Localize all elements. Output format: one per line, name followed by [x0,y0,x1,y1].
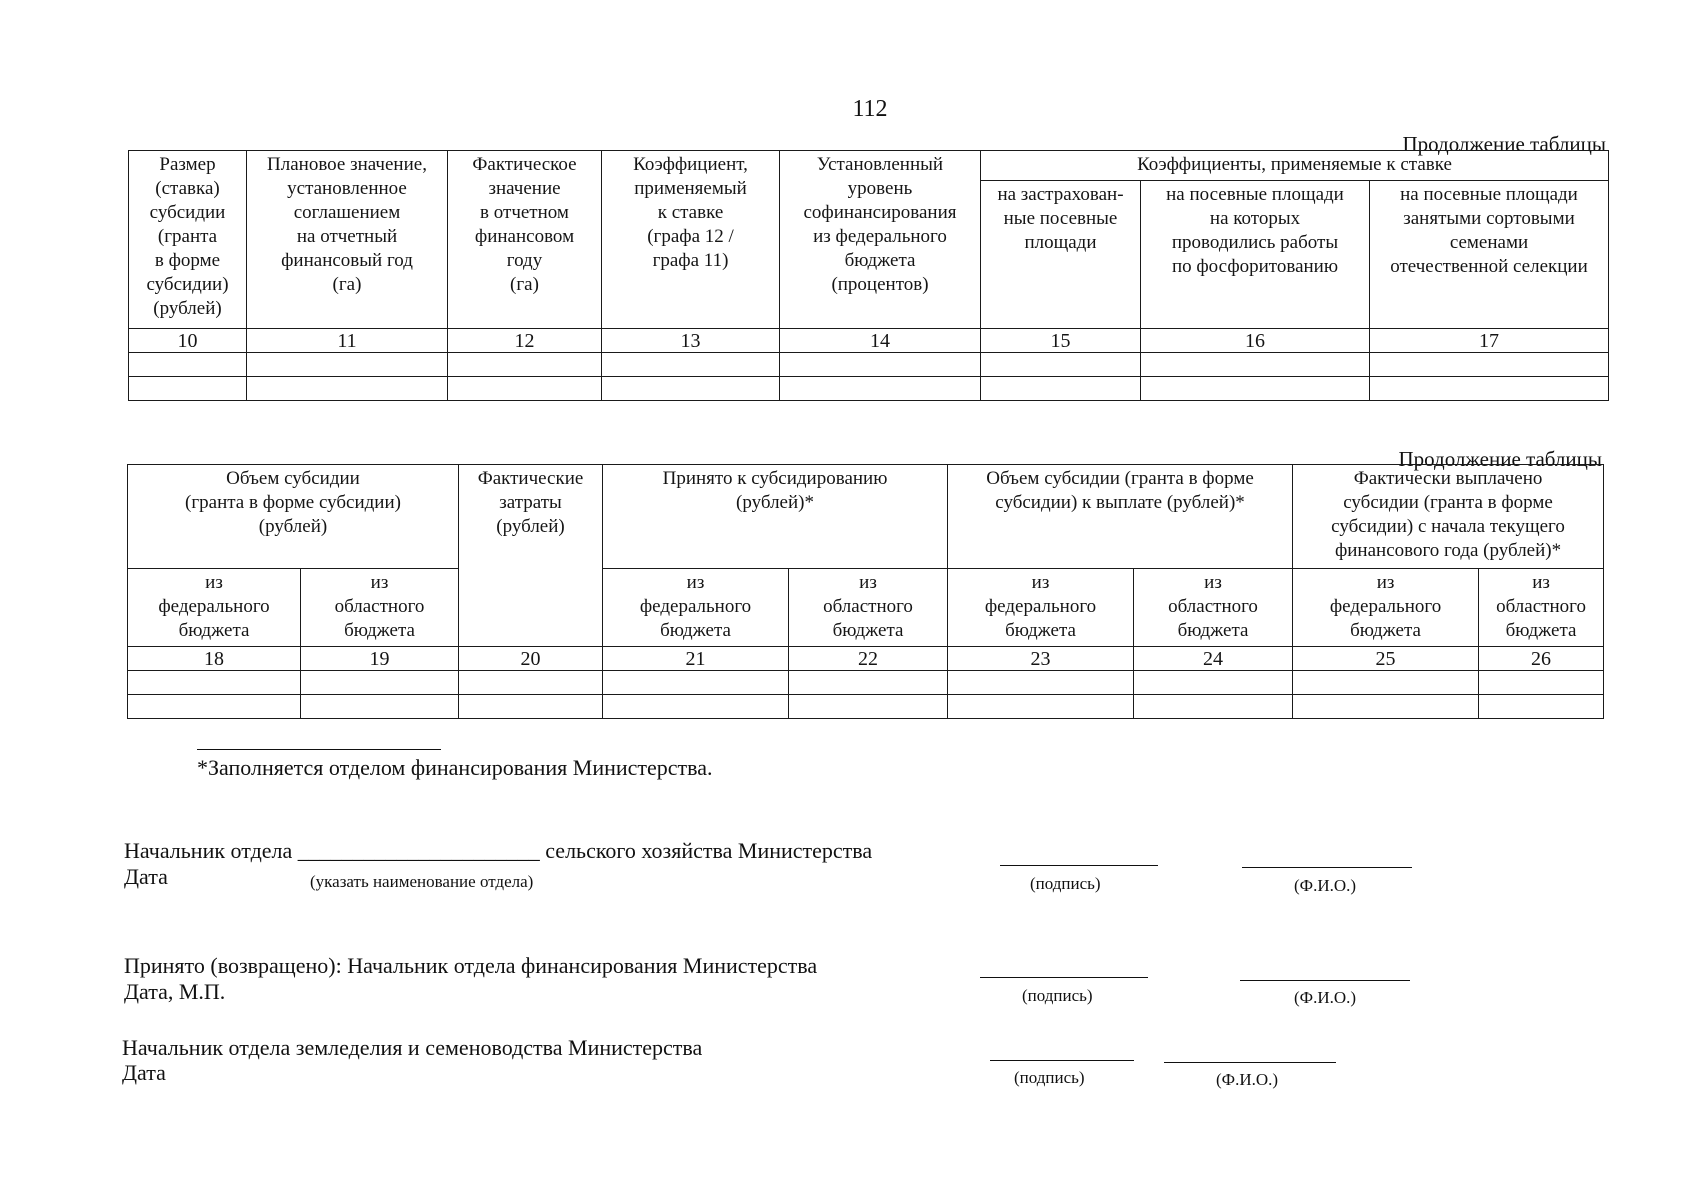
empty-cell[interactable] [1141,353,1370,377]
empty-cell[interactable] [1293,671,1479,695]
empty-cell[interactable] [301,695,459,719]
empty-cell[interactable] [1479,671,1604,695]
name-caption: (Ф.И.О.) [1216,1070,1279,1089]
column-number: 11 [247,329,448,353]
column-number: 15 [981,329,1141,353]
name-caption: (Ф.И.О.) [1294,988,1357,1007]
signature-line[interactable] [1000,865,1158,866]
empty-cell[interactable] [1134,671,1293,695]
empty-cell[interactable] [459,695,603,719]
name-line[interactable] [1164,1062,1336,1063]
empty-cell[interactable] [948,695,1134,719]
empty-cell[interactable] [789,695,948,719]
empty-cell[interactable] [301,671,459,695]
empty-cell[interactable] [789,671,948,695]
column-number: 21 [603,647,789,671]
name-caption: (Ф.И.О.) [1294,876,1357,895]
header-col-18: из федерального бюджета [128,569,301,647]
header-col-22: из областного бюджета [789,569,948,647]
header-col-17: на посевные площади занятыми сортовыми семенами отечественной селекции [1370,181,1609,329]
table-part-2 [127,464,1604,719]
header-col-20: Фактические затраты (рублей) [459,465,603,647]
column-number-row [129,329,1609,353]
signature-block-1-title: Начальник отдела ______________________ сельского хозяйства Министерства [124,838,873,863]
footnote-text: *Заполняется отделом финансирования Министерства. [197,755,713,780]
signature-caption: (подпись) [1014,1068,1085,1087]
table-row [129,353,1609,377]
empty-cell[interactable] [602,353,780,377]
column-number: 14 [780,329,981,353]
column-number: 23 [948,647,1134,671]
column-number: 19 [301,647,459,671]
signature-block-2-title: Принято (возвращено): Начальник отдела финансирования Министерства [124,953,818,978]
signature-block-2-date: Дата, М.П. [124,979,226,1004]
empty-cell[interactable] [1141,377,1370,401]
table-row [128,695,1604,719]
continuation-label-2: Продолжение таблицы [1398,447,1602,471]
empty-cell[interactable] [448,377,602,401]
column-number: 25 [1293,647,1479,671]
header-col-13: Коэффициент, применяемый к ставке (графа 12 / графа 11) [602,151,780,329]
empty-cell[interactable] [1370,377,1609,401]
header-col-15: на застрахован- ные посевные площади [981,181,1141,329]
empty-cell[interactable] [247,353,448,377]
header-col-19: из областного бюджета [301,569,459,647]
table-row [129,377,1609,401]
signature-block-3-title: Начальник отдела земледелия и семеноводства Министерства [122,1035,703,1060]
header-group-accepted: Принято к субсидированию (рублей)* [603,465,948,569]
header-col-23: из федерального бюджета [948,569,1134,647]
empty-cell[interactable] [981,353,1141,377]
department-name-hint: (указать наименование отдела) [310,872,534,891]
signature-block-3-date: Дата [122,1060,166,1085]
signature-caption: (подпись) [1022,986,1093,1005]
column-number: 16 [1141,329,1370,353]
column-number-row [128,647,1604,671]
header-col-26: из областного бюджета [1479,569,1604,647]
signature-line[interactable] [980,977,1148,978]
empty-cell[interactable] [981,377,1141,401]
empty-cell[interactable] [1370,353,1609,377]
header-group-coefficients: Коэффициенты, применяемые к ставке [981,151,1609,181]
column-number: 12 [448,329,602,353]
header-col-11: Плановое значение, установленное соглашением на отчетный финансовый год (га) [247,151,448,329]
signature-caption: (подпись) [1030,874,1101,893]
empty-cell[interactable] [602,377,780,401]
empty-cell[interactable] [448,353,602,377]
empty-cell[interactable] [780,353,981,377]
footnote-separator [197,749,441,750]
column-number: 17 [1370,329,1609,353]
signature-line[interactable] [990,1060,1134,1061]
empty-cell[interactable] [129,377,247,401]
column-number: 18 [128,647,301,671]
column-number: 13 [602,329,780,353]
signature-block-1-date: Дата [124,864,168,889]
name-line[interactable] [1242,867,1412,868]
empty-cell[interactable] [948,671,1134,695]
empty-cell[interactable] [1134,695,1293,719]
column-number: 22 [789,647,948,671]
empty-cell[interactable] [129,353,247,377]
header-col-12: Фактическое значение в отчетном финансовом году (га) [448,151,602,329]
empty-cell[interactable] [128,671,301,695]
empty-cell[interactable] [128,695,301,719]
header-col-14: Установленный уровень софинансирования из федерального бюджета (процентов) [780,151,981,329]
header-col-16: на посевные площади на которых проводились работы по фосфоритованию [1141,181,1370,329]
empty-cell[interactable] [247,377,448,401]
header-col-24: из областного бюджета [1134,569,1293,647]
empty-cell[interactable] [780,377,981,401]
column-number: 26 [1479,647,1604,671]
continuation-label-1: Продолжение таблицы [1402,132,1606,156]
empty-cell[interactable] [459,671,603,695]
column-number: 24 [1134,647,1293,671]
empty-cell[interactable] [603,695,789,719]
table-part-1 [128,150,1609,401]
empty-cell[interactable] [603,671,789,695]
table-row [128,671,1604,695]
empty-cell[interactable] [1479,695,1604,719]
column-number: 20 [459,647,603,671]
header-col-10: Размер (ставка) субсидии (гранта в форме субсидии) (рублей) [129,151,247,329]
header-group-payable: Объем субсидии (гранта в форме субсидии) к выплате (рублей)* [948,465,1293,569]
header-group-subsidy-volume: Объем субсидии (гранта в форме субсидии) (рублей) [128,465,459,569]
empty-cell[interactable] [1293,695,1479,719]
header-col-25: из федерального бюджета [1293,569,1479,647]
column-number: 10 [129,329,247,353]
header-group-paid: Фактически выплачено субсидии (гранта в форме субсидии) с начала текущего финансового года (рублей)* [1293,465,1604,569]
name-line[interactable] [1240,980,1410,981]
header-col-21: из федерального бюджета [603,569,789,647]
page-number: 112 [852,96,888,122]
